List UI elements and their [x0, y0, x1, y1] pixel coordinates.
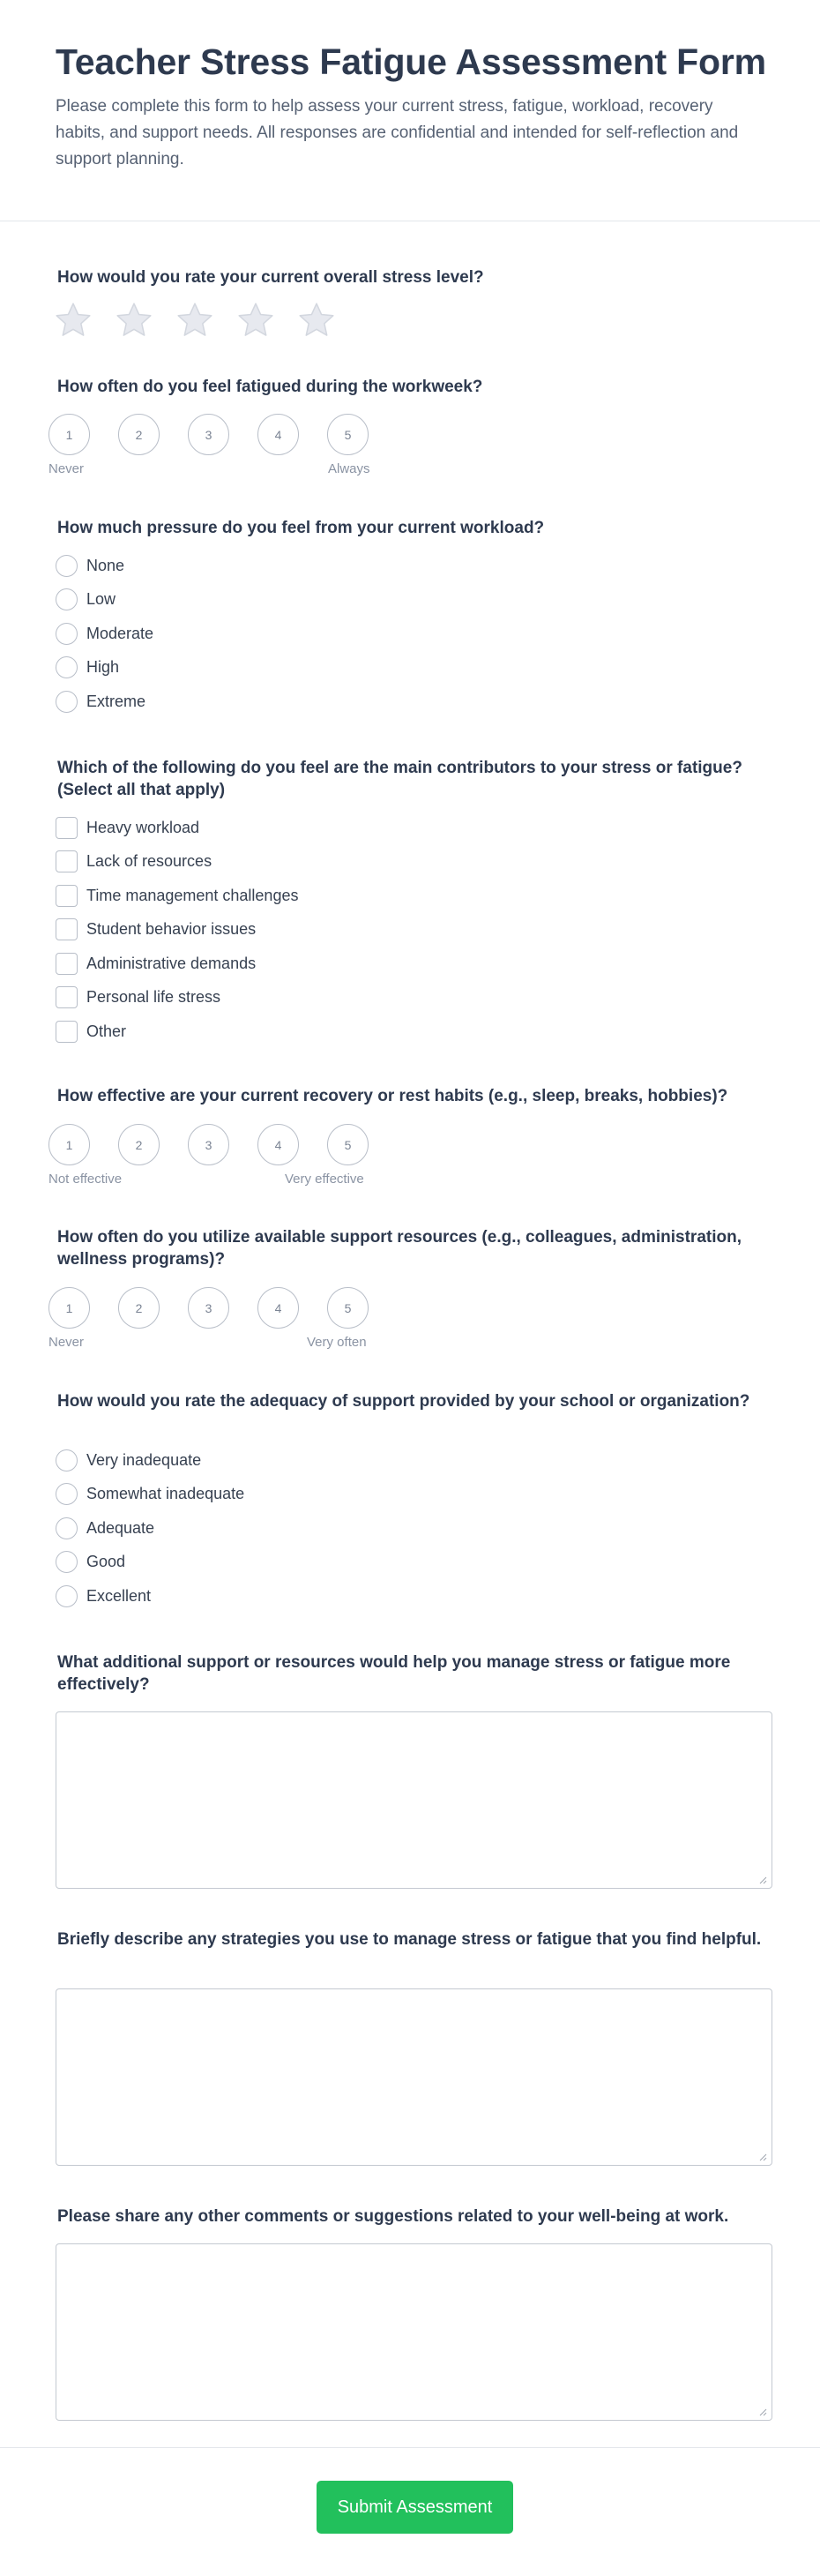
- checkbox[interactable]: [56, 918, 78, 940]
- scale-high-label: Very effective: [285, 1172, 364, 1187]
- resize-grip-icon[interactable]: [758, 2153, 767, 2161]
- option-label: Low: [86, 590, 116, 608]
- checkbox-option[interactable]: [56, 850, 212, 874]
- radio-button[interactable]: [56, 656, 78, 678]
- form-description: Please complete this form to help assess your current stress, fatigue, workload, recovery habits, and support needs. All responses are confidential and intended for self-reflection and support planning.: [56, 97, 739, 168]
- checkbox-option[interactable]: [56, 917, 256, 942]
- radio-option[interactable]: [56, 621, 153, 646]
- question-recovery-habits: How effective are your current recovery or rest habits (e.g., sleep, breaks, hobbies)?: [57, 1087, 728, 1105]
- radio-button[interactable]: [56, 1551, 78, 1573]
- radio-button[interactable]: [56, 623, 78, 645]
- checkbox[interactable]: [56, 850, 78, 872]
- scale-option-1[interactable]: 1: [48, 1124, 90, 1165]
- radio-option[interactable]: [56, 553, 124, 578]
- option-label: Personal life stress: [86, 988, 221, 1006]
- radio-button[interactable]: [56, 691, 78, 713]
- radio-option[interactable]: [56, 1516, 154, 1540]
- radio-option[interactable]: [56, 1482, 244, 1507]
- scale-option-4[interactable]: 4: [257, 414, 299, 455]
- scale-option-2[interactable]: 2: [118, 414, 160, 455]
- resize-grip-icon[interactable]: [758, 2408, 767, 2416]
- scale-option-4[interactable]: 4: [257, 1287, 299, 1329]
- submit-assessment-button[interactable]: Submit Assessment: [317, 2481, 513, 2534]
- checkbox[interactable]: [56, 885, 78, 907]
- option-label: Moderate: [86, 624, 154, 642]
- checkbox[interactable]: [56, 1021, 78, 1043]
- radio-button[interactable]: [56, 1585, 78, 1607]
- footer-divider: [0, 2447, 820, 2448]
- scale-option-3[interactable]: 3: [188, 1124, 229, 1165]
- scale-high-label: Always: [328, 461, 370, 476]
- question-additional-support: What additional support or resources would help you manage stress or fatigue more effectively?: [57, 1653, 731, 1694]
- form-title: Teacher Stress Fatigue Assessment Form: [56, 41, 766, 82]
- question-stress-level: How would you rate your current overall stress level?: [57, 268, 484, 287]
- option-label: High: [86, 658, 120, 676]
- star-icon[interactable]: [296, 300, 337, 341]
- scale-high-label: Very often: [307, 1335, 367, 1350]
- radio-option[interactable]: [56, 1448, 201, 1472]
- additional-support-textarea[interactable]: [56, 1711, 772, 1889]
- question-other-comments: Please share any other comments or suggestions related to your well-being at work.: [57, 2207, 729, 2226]
- question-stress-contributors: Which of the following do you feel are the main contributors to your stress or fatigue? (Select all that apply): [57, 759, 742, 799]
- option-label: Good: [86, 1553, 126, 1570]
- checkbox[interactable]: [56, 986, 78, 1008]
- scale-low-label: Never: [48, 461, 85, 476]
- radio-button[interactable]: [56, 1517, 78, 1539]
- checkbox-option[interactable]: [56, 883, 298, 908]
- radio-button[interactable]: [56, 588, 78, 610]
- checkbox[interactable]: [56, 953, 78, 975]
- star-icon[interactable]: [114, 300, 154, 341]
- question-fatigue-frequency: How often do you feel fatigued during the workweek?: [57, 378, 483, 396]
- scale-option-3[interactable]: 3: [188, 414, 229, 455]
- scale-option-4[interactable]: 4: [257, 1124, 299, 1165]
- checkbox-option[interactable]: [56, 951, 256, 976]
- option-label: Somewhat inadequate: [86, 1485, 245, 1502]
- resize-grip-icon[interactable]: [758, 1876, 767, 1884]
- coping-strategies-textarea[interactable]: [56, 1988, 772, 2166]
- scale-option-5[interactable]: 5: [327, 414, 369, 455]
- radio-option[interactable]: [56, 689, 145, 714]
- question-workload-pressure: How much pressure do you feel from your current workload?: [57, 519, 545, 537]
- radio-option[interactable]: [56, 588, 116, 612]
- checkbox-option[interactable]: [56, 1019, 126, 1044]
- option-label: Time management challenges: [86, 886, 299, 904]
- question-support-adequacy: How would you rate the adequacy of support provided by your school or organization?: [57, 1392, 750, 1411]
- scale-option-2[interactable]: 2: [118, 1287, 160, 1329]
- star-icon[interactable]: [235, 300, 276, 341]
- radio-button[interactable]: [56, 1483, 78, 1505]
- checkbox-option[interactable]: [56, 815, 199, 840]
- option-label: Student behavior issues: [86, 920, 257, 938]
- option-label: Other: [86, 1022, 127, 1040]
- star-icon[interactable]: [175, 300, 215, 341]
- radio-option[interactable]: [56, 655, 119, 680]
- scale-option-5[interactable]: 5: [327, 1287, 369, 1329]
- scale-option-1[interactable]: 1: [48, 1287, 90, 1329]
- option-label: None: [86, 556, 125, 574]
- scale-option-3[interactable]: 3: [188, 1287, 229, 1329]
- option-label: Heavy workload: [86, 818, 200, 836]
- star-rating: [53, 300, 353, 344]
- scale-option-5[interactable]: 5: [327, 1124, 369, 1165]
- scale-option-2[interactable]: 2: [118, 1124, 160, 1165]
- option-label: Lack of resources: [86, 852, 212, 870]
- star-icon[interactable]: [53, 300, 93, 341]
- scale-option-1[interactable]: 1: [48, 414, 90, 455]
- option-label: Administrative demands: [86, 954, 257, 972]
- checkbox-option[interactable]: [56, 985, 220, 1010]
- checkbox[interactable]: [56, 817, 78, 839]
- option-label: Excellent: [86, 1586, 152, 1605]
- scale-low-label: Never: [48, 1335, 85, 1350]
- radio-option[interactable]: [56, 1584, 151, 1608]
- question-support-usage: How often do you utilize available support resources (e.g., colleagues, administration, wellness programs)?: [57, 1228, 742, 1269]
- option-label: Adequate: [86, 1518, 155, 1537]
- other-comments-textarea[interactable]: [56, 2243, 772, 2421]
- radio-button[interactable]: [56, 1449, 78, 1471]
- option-label: Extreme: [86, 692, 146, 710]
- scale-low-label: Not effective: [48, 1172, 123, 1187]
- radio-button[interactable]: [56, 555, 78, 577]
- radio-option[interactable]: [56, 1550, 125, 1575]
- question-coping-strategies: Briefly describe any strategies you use to manage stress or fatigue that you find helpful.: [57, 1930, 762, 1949]
- option-label: Very inadequate: [86, 1450, 202, 1469]
